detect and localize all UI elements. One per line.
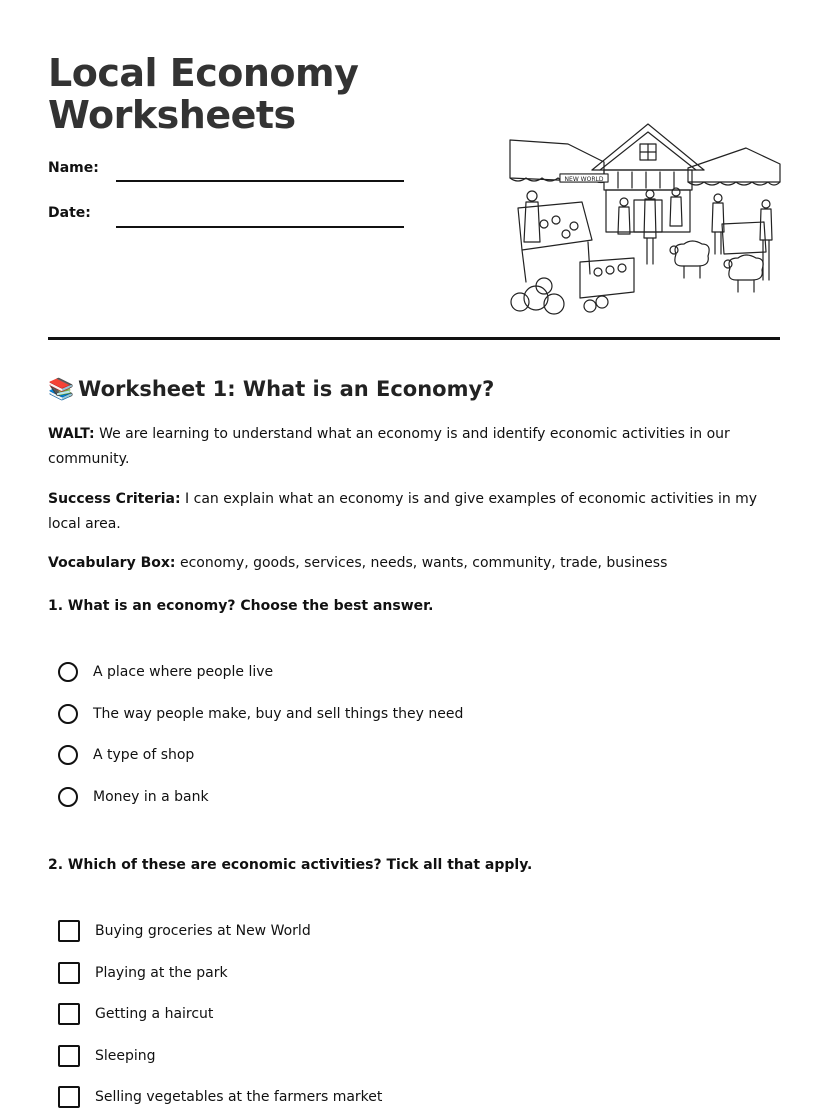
q2-option-label: Buying groceries at New World [95, 923, 311, 939]
radio-button[interactable] [58, 745, 78, 765]
radio-button[interactable] [58, 787, 78, 807]
title-line-1: Local Economy [48, 51, 359, 95]
q1-option-2[interactable] [58, 702, 463, 726]
q2-option-label: Getting a haircut [95, 1006, 214, 1022]
worksheet-1-title: Worksheet 1: What is an Economy? [78, 377, 495, 401]
date-label: Date: [48, 205, 91, 221]
checkbox[interactable] [58, 962, 80, 984]
question-1: 1. What is an economy? Choose the best answer. [48, 598, 434, 614]
q2-option-label: Playing at the park [95, 965, 228, 981]
q1-option-label: A type of shop [93, 747, 195, 763]
q1-option-3[interactable] [58, 743, 194, 767]
vocabulary-text: economy, goods, services, needs, wants, community, trade, business [175, 555, 668, 571]
q2-option-label: Sleeping [95, 1048, 156, 1064]
question-2: 2. Which of these are economic activities? Tick all that apply. [48, 857, 533, 873]
q2-option-label: Selling vegetables at the farmers market [95, 1089, 383, 1105]
q1-option-label: The way people make, buy and sell things they need [93, 706, 464, 722]
walt-text: We are learning to understand what an economy is and identify economic activities in our community. [48, 426, 730, 467]
name-field[interactable] [116, 180, 404, 182]
success-criteria-label: Success Criteria: [48, 491, 181, 507]
radio-button[interactable] [58, 704, 78, 724]
vocabulary-label: Vocabulary Box: [48, 555, 176, 571]
title-line-2: Worksheets [48, 93, 296, 137]
checkbox[interactable] [58, 1003, 80, 1025]
q1-option-1[interactable] [58, 660, 273, 684]
walt-label: WALT: [48, 426, 95, 442]
q1-option-4[interactable] [58, 785, 209, 809]
name-label: Name: [48, 160, 99, 176]
page-title [48, 52, 358, 136]
date-field[interactable] [116, 226, 404, 228]
q2-option-1[interactable] [58, 919, 311, 943]
q1-option-label: A place where people live [93, 664, 274, 680]
farmers-market-illustration [508, 122, 782, 318]
checkbox[interactable] [58, 920, 80, 942]
worksheet-1-heading [48, 374, 494, 404]
radio-button[interactable] [58, 662, 78, 682]
walt-paragraph [48, 422, 768, 472]
books-icon: 📚 [48, 377, 75, 401]
checkbox[interactable] [58, 1045, 80, 1067]
q2-option-4[interactable] [58, 1044, 156, 1068]
shop-sign: NEW WORLD [564, 176, 604, 183]
success-criteria-paragraph [48, 487, 768, 537]
success-criteria-text: I can explain what an economy is and give examples of economic activities in my local area. [48, 491, 758, 532]
checkbox[interactable] [58, 1086, 80, 1108]
q2-option-3[interactable] [58, 1002, 213, 1026]
section-divider [48, 337, 780, 340]
q1-option-label: Money in a bank [93, 789, 209, 805]
q2-option-5[interactable] [58, 1085, 382, 1109]
vocabulary-box [48, 551, 768, 576]
q2-option-2[interactable] [58, 961, 228, 985]
